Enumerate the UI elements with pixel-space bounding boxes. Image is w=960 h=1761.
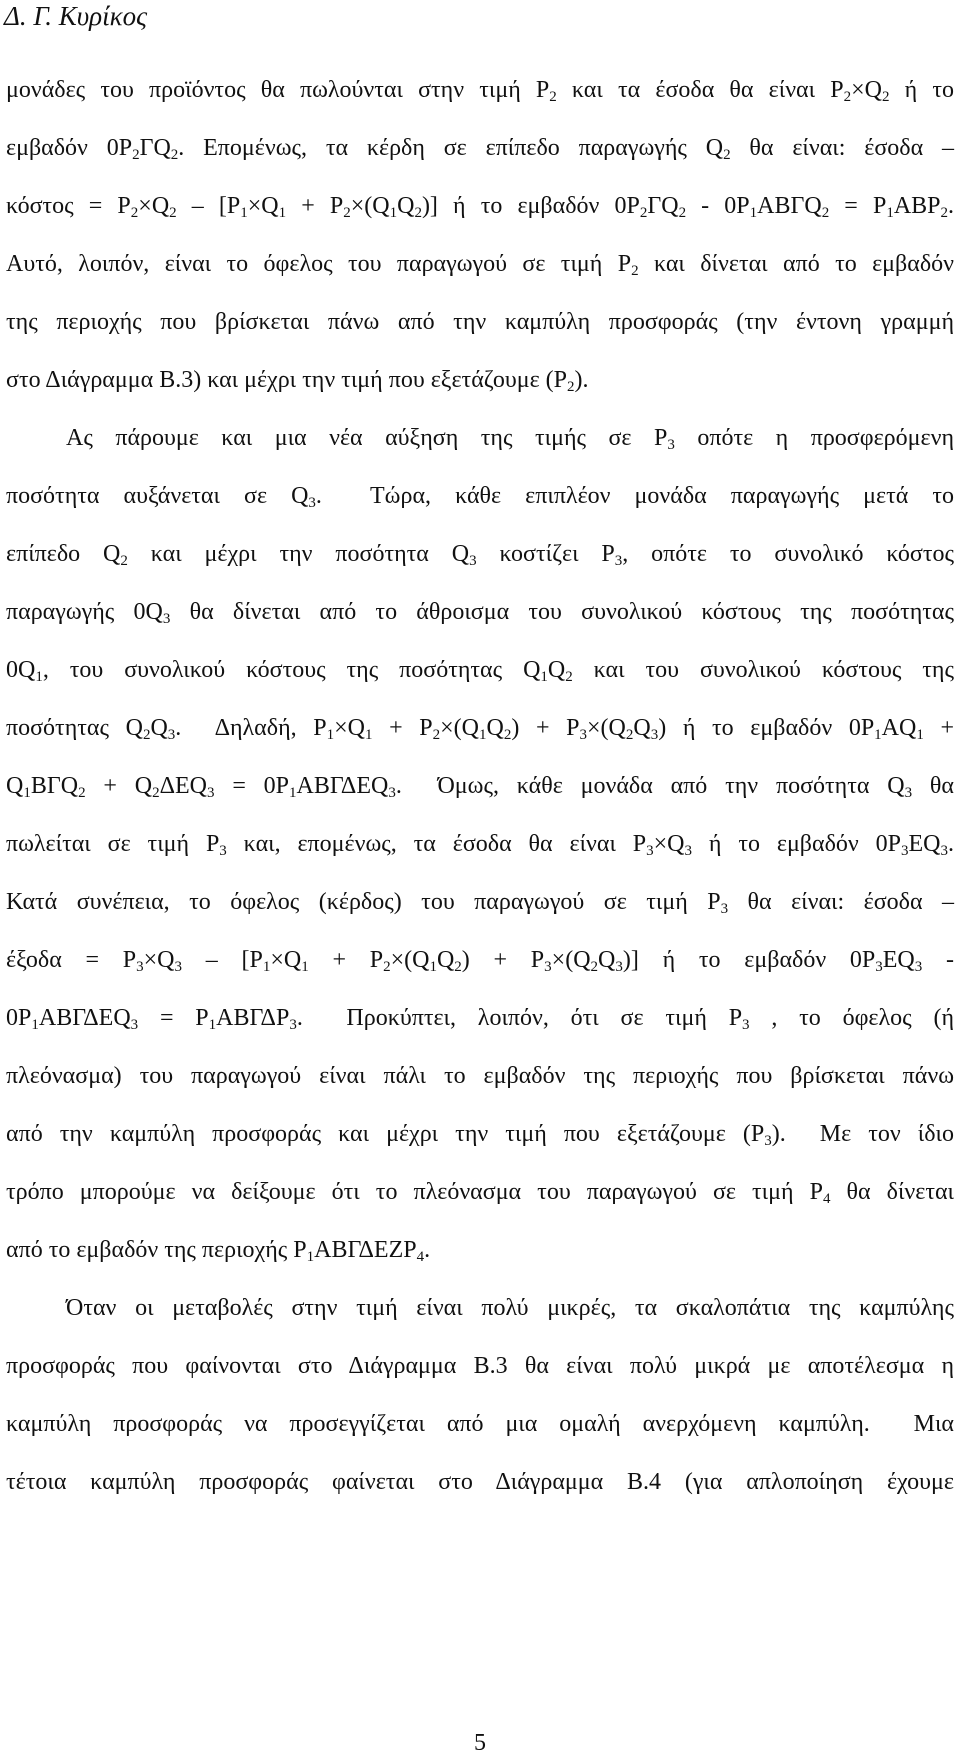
text-line: $Q_1B\Gamma Q_2 + Q_2\Delta EQ_3 = 0P_1AB\Gamma\Delta EQ_3$. Όμως, κάθε μονάδα από την ποσότητα $Q_3$ θα (6, 773, 954, 801)
text-line: Ας πάρουμε και μια νέα αύξηση της τιμής σε $P_3$ οπότε η προσφερόμενη (66, 425, 954, 453)
text-line: Κατά συνέπεια, το όφελος (κέρδος) του παραγωγού σε τιμή $P_3$ θα είναι: έσοδα – (6, 889, 954, 917)
text-line: επίπεδο $Q_2$ και μέχρι την ποσότητα $Q_3$ κοστίζει $P_3$, οπότε το συνολικό κόστος (6, 541, 954, 569)
text-line: τέτοια καμπύλη προσφοράς φαίνεται στο Διάγραμμα Β.4 (για απλοποίηση έχουμε (6, 1469, 954, 1495)
text-line: μονάδες του προϊόντος θα πωλούνται στην τιμή $P_2$ και τα έσοδα θα είναι $P_2\times Q_2$ ή το (6, 77, 954, 105)
text-line: παραγωγής $0Q_3$ θα δίνεται από το άθροισμα του συνολικού κόστους της ποσότητας (6, 599, 954, 627)
text-line: Όταν οι μεταβολές στην τιμή είναι πολύ μικρές, τα σκαλοπάτια της καμπύλης (66, 1295, 954, 1321)
text-line: $0Q_1$, του συνολικού κόστους της ποσότητας $Q_1Q_2$ και του συνολικού κόστους της (6, 657, 954, 685)
text-line: πωλείται σε τιμή $P_3$ και, επομένως, τα έσοδα θα είναι $P_3\times Q_3$ ή το εμβαδόν $0P_3EQ_3$. (6, 831, 954, 859)
text-line: $\kappa ό\sigma\tau o\varsigma = P_2\times Q_2 - [P_1\times Q_1 + P_2\times(Q_1Q_2)]$ ή το εμβαδόν $0P_2\Gamma Q_2 - 0P_1AB\Gamma Q_2 = P_1ABP_2$. (6, 193, 954, 221)
text-line: $0P_1AB\Gamma\Delta EQ_3 = P_1AB\Gamma\Delta P_3$. Προκύπτει, λοιπόν, ότι σε τιμή $P_3$ , το όφελος (ή (6, 1005, 954, 1033)
text-line: πλεόνασμα) του παραγωγού είναι πάλι το εμβαδόν της περιοχής που βρίσκεται πάνω (6, 1063, 954, 1089)
text-line: εμβαδόν $0P_2\Gamma Q_2$. Επομένως, τα κέρδη σε επίπεδο παραγωγής $Q_2$ θα είναι: έσοδα – (6, 135, 954, 163)
text-line: $έ\xi o\delta\alpha = P_3\times Q_3 - [P_1\times Q_1 + P_2\times(Q_1Q_2) + P_3\times(Q_2Q_3)]$ ή το εμβαδόν $0P_3EQ_3$ - (6, 947, 955, 975)
text-line: από την καμπύλη προσφοράς και μέχρι την τιμή που εξετάζουμε $(P_3)$. Με τον ίδιο (6, 1121, 954, 1149)
text-line: καμπύλη προσφοράς να προσεγγίζεται από μια ομαλή ανερχόμενη καμπύλη. Μια (6, 1411, 954, 1437)
text-line: Αυτό, λοιπόν, είναι το όφελος του παραγωγού σε τιμή $P_2$ και δίνεται από το εμβαδόν (6, 251, 954, 279)
text-line: στο Διάγραμμα Β.3) και μέχρι την τιμή που εξετάζουμε $(P_2)$. (6, 367, 589, 395)
text-line: από το εμβαδόν της περιοχής $P_1AB\Gamma\Delta EZP_4$. (6, 1237, 431, 1265)
text-line: της περιοχής που βρίσκεται πάνω από την καμπύλη προσφοράς (την έντονη γραμμή (6, 309, 954, 335)
text-line: ποσότητα αυξάνεται σε $Q_3$. Τώρα, κάθε επιπλέον μονάδα παραγωγής μετά το (6, 483, 954, 511)
text-line: τρόπο μπορούμε να δείξουμε ότι το πλεόνασμα του παραγωγού σε τιμή $P_4$ θα δίνεται (6, 1179, 955, 1207)
page-number: 5 (474, 1730, 486, 1756)
text-line: ποσότητας $Q_2Q_3$. Δηλαδή, $P_1\times Q_1 + P_2\times(Q_1Q_2) + P_3\times(Q_2Q_3)$ ή το εμβαδόν $0P_1AQ_1$ + (6, 715, 955, 743)
text-line: προσφοράς που φαίνονται στο Διάγραμμα Β.3 θα είναι πολύ μικρά με αποτέλεσμα η (6, 1353, 954, 1379)
running-header-author: Δ. Γ. Κυρίκος (4, 1, 148, 31)
